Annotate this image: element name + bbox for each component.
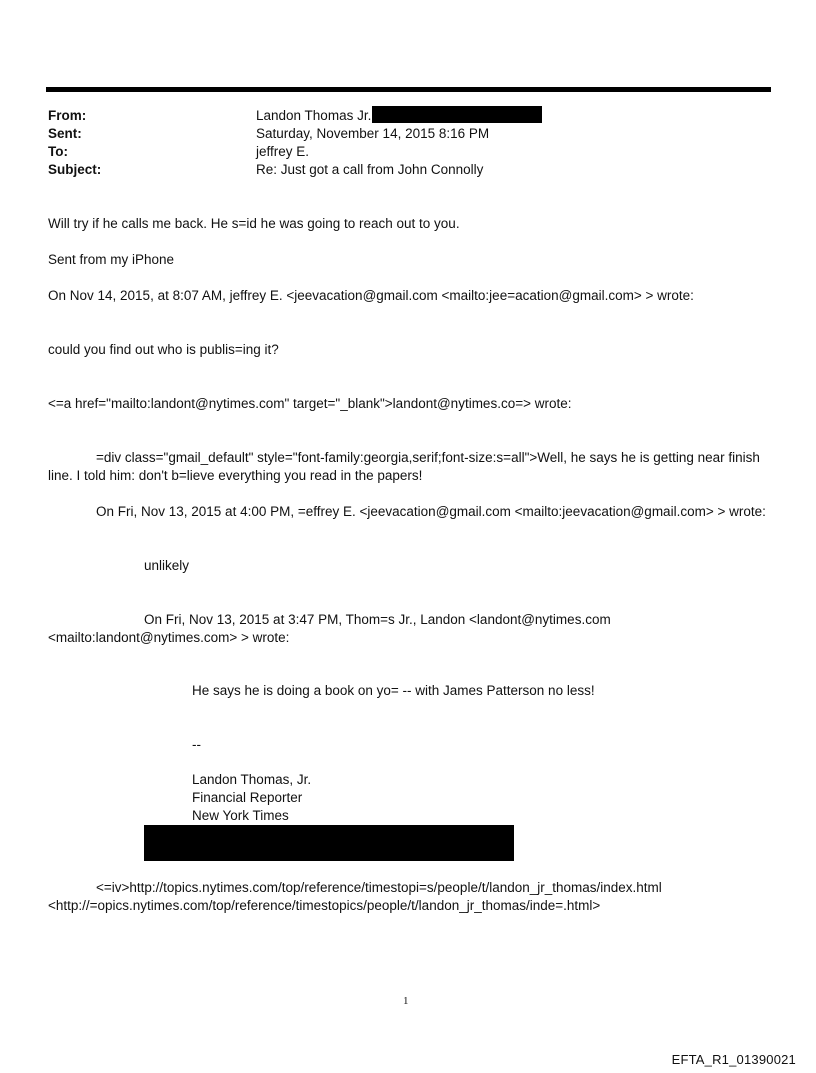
redaction-signature [144, 825, 514, 861]
body-line: <mailto:landont@nytimes.com> > wrote: [48, 630, 290, 645]
page-number: 1 [403, 995, 409, 1007]
from-value: Landon Thomas Jr. [256, 108, 372, 123]
signature-org: New York Times [192, 808, 289, 823]
header-rule [46, 87, 771, 92]
body-line: Will try if he calls me back. He s=id he was going to reach out to you. [48, 216, 460, 231]
subject-label: Subject: [48, 162, 102, 177]
subject-value: Re: Just got a call from John Connolly [256, 162, 484, 177]
from-label: From: [48, 108, 87, 123]
sent-value: Saturday, November 14, 2015 8:16 PM [256, 126, 490, 141]
body-line: unlikely [144, 558, 190, 573]
body-line: <=a href="mailto:landont@nytimes.com" target="_blank">landont@nytimes.co=> wrote: [48, 396, 572, 411]
body-line: He says he is doing a book on yo= -- with James Patterson no less! [192, 683, 595, 698]
redaction-from-email [372, 106, 542, 123]
body-line: On Nov 14, 2015, at 8:07 AM, jeffrey E. <jeevacation@gmail.com <mailto:jee=acation@gmail.com> > wrote: [48, 288, 694, 303]
body-line: On Fri, Nov 13, 2015 at 3:47 PM, Thom=s Jr., Landon <landont@nytimes.com [144, 612, 611, 627]
signature-title: Financial Reporter [192, 790, 303, 805]
body-line: line. I told him: don't b=lieve everything you read in the papers! [48, 468, 423, 483]
sent-label: Sent: [48, 126, 82, 141]
body-line: could you find out who is publis=ing it? [48, 342, 279, 357]
to-value: jeffrey E. [256, 144, 310, 159]
signature-separator: -- [192, 737, 201, 752]
body-line: <=iv>http://topics.nytimes.com/top/reference/timestopi=s/people/t/landon_jr_thomas/index.html [96, 880, 662, 895]
signature-name: Landon Thomas, Jr. [192, 772, 312, 787]
body-line: =div class="gmail_default" style="font-family:georgia,serif;font-size:s=all">Well, he says he is getting near finish [96, 450, 760, 465]
body-line: <http://=opics.nytimes.com/top/reference/timestopics/people/t/landon_jr_thomas/inde=.html> [48, 898, 601, 913]
body-line: Sent from my iPhone [48, 252, 175, 267]
document-id: EFTA_R1_01390021 [671, 1052, 796, 1067]
to-label: To: [48, 144, 68, 159]
body-line: On Fri, Nov 13, 2015 at 4:00 PM, =effrey E. <jeevacation@gmail.com <mailto:jeevacation@gmail.com> > wrote: [96, 504, 766, 519]
